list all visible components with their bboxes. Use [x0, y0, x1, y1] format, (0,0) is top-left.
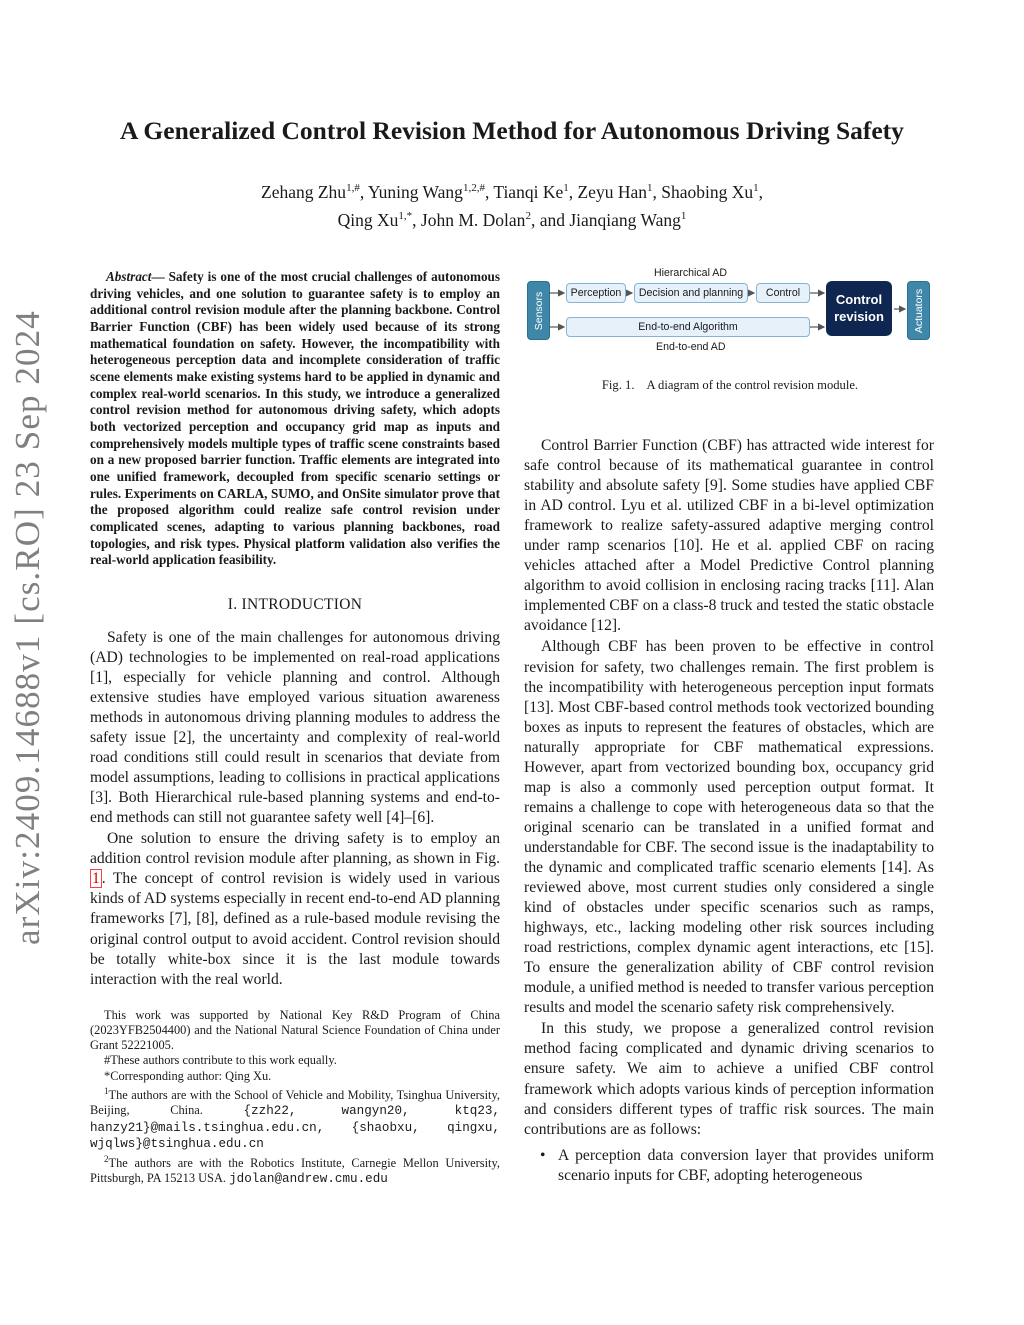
intro-paragraph-2: [90, 829, 500, 989]
footnote-funding: This work was supported by National Key R&D Program of China (2023YFB2504400) and the National Natural Science Foundation of China under Grant 52221005.: [90, 1007, 500, 1053]
footnote-affiliation-2: [90, 1152, 500, 1188]
author-affiliation: 1,*: [398, 209, 413, 222]
abstract-lead: Abstract: [106, 269, 152, 284]
arxiv-identifier: arXiv:2409.14688v1 [cs.RO] 23 Sep 2024: [8, 310, 47, 945]
author-affiliation: 1: [680, 209, 687, 222]
author-affiliation: 1: [563, 182, 569, 194]
figure-caption-text: A diagram of the control revision module.: [646, 378, 859, 392]
footnote-marker: 2: [104, 1154, 109, 1165]
author-name: Qing Xu: [337, 209, 399, 230]
control-revision-label-line2: revision: [834, 308, 884, 324]
author-name: John M. Dolan: [420, 209, 526, 230]
control-revision-label-line1: Control: [835, 292, 883, 307]
author-affiliation: 1,#: [346, 182, 360, 194]
diagram-arrows: [524, 263, 936, 358]
author-affiliation: 2: [525, 209, 531, 222]
author-affiliation: 1,2,#: [462, 182, 485, 194]
end-to-end-ad-label: End-to-end AD: [656, 341, 726, 353]
author-affiliation: 1: [753, 182, 759, 194]
footnote-text: The authors are with the School of Vehicle and Mobility, Tsinghua University, Beijing, China.: [90, 1088, 500, 1118]
footnotes: [90, 1008, 500, 1188]
section-heading: I. INTRODUCTION: [227, 595, 363, 613]
right-column: [524, 436, 934, 1186]
hierarchical-ad-label: Hierarchical AD: [654, 267, 728, 279]
email-address: jdolan@andrew.cmu.edu: [229, 1172, 388, 1187]
figure-reference-link[interactable]: 1: [92, 870, 100, 888]
figure-caption: [524, 378, 936, 393]
footnote-equal-contribution: #These authors contribute to this work equally.: [104, 1053, 337, 1068]
right-paragraph-1: Control Barrier Function (CBF) has attracted wide interest for safe control because of its mathematical guarantee in control stability and absolute safety [9]. Some studies have applied CBF in AD control. Lyu et al. utilized CBF in a bi-level optimization framework to realize safety-assured adaptive merging control under ramp scenarios [10]. He et al. applied CBF on racing vehicles attached after a Model Predictive Control planning algorithm to avoid collision in enclosing racing tracks [11]. Alan implemented CBF on a class-8 truck and tested the static obstacle avoidance [12].: [524, 437, 934, 635]
contribution-text: A perception data conversion layer that provides uniform scenario inputs for CBF, adopting heterogeneous: [558, 1146, 934, 1184]
author-name: and Jianqiang Wang: [539, 209, 681, 230]
footnote-affiliation-1: [90, 1084, 500, 1152]
intro-text: One solution to ensure the driving safety is to employ an addition control revision module after planning, as shown in Fig.: [90, 830, 500, 868]
author-name: Zehang Zhu: [261, 181, 347, 202]
author-list: Zehang Zhu$^{1,\#}$, Yuning Wang$^{1,2,\#}$, Tianqi Ke$^1$, Zeyu Han$^1$, Shaobing Xu$^1$, Qing $Xu^{1,*}$, John M. Dolan$^2$, and Jianqiang Wang$^1$: [261, 181, 763, 230]
decision-planning-block: Decision and planning: [634, 283, 748, 303]
figure-number: Fig. 1.: [601, 378, 635, 392]
perception-block: Perception: [566, 283, 626, 303]
left-column: [90, 269, 500, 1188]
author-name: Zeyu Han: [577, 181, 647, 202]
right-paragraph-2: Although CBF has been proven to be effective in control revision for safety, two challenges remain. The first problem is the incompatibility with heterogeneous perception input formats [13]. Most CBF-based control methods took vectorized bounding boxes as inputs to represent the features of obstacles, which are naturally appropriate for CBF mathematical expressions. However, apart from vectorized bounding box, occupancy grid map is also a commonly used perception output format. It remains a challenge to cope with heterogeneous data so that the original scenario can be translated in a unified format and understandable for CBF. The second issue is the inadaptability to the dynamic and complicated traffic scenario elements [14]. As reviewed above, most current studies only considered a single kind of obstacles under specific scenarios such as ramps, highways, etc., lacking modeling other risk sources including road restrictions, complex dynamic agent interactions, etc [15]. To ensure the generalization ability of CBF control revision module, a unified method is needed to transfer various perception results and model the scenario safety risk comprehensively.: [524, 638, 934, 1017]
sensors-label: Sensors: [532, 291, 545, 330]
abstract-text: Safety is one of the most crucial challenges of autonomous driving vehicles, and one solution to guarantee safety is to employ an additional control revision module after the planning backbone. Control Barrier Function (CBF) has been widely used because of its strong mathematical foundation on safety. However, the incompatibility with heterogeneous perception data and incomplete consideration of traffic scene elements make existing systems hard to be applied in dynamic and complex real-world scenarios. In this study, we introduce a generalized control revision method for autonomous driving safety, which adopts both vectorized perception and occupancy grid map as inputs and comprehensively models multiple types of traffic scene constraints based on a new proposed barrier function. Traffic elements are integrated into one unified framework, decoupled from specific scenario settings or rules. Experiments on CARLA, SUMO, and OnSite simulator prove that the proposed algorithm could realize safe control revision under complicated scenes, adapting to various planning backbones, road topologies, and risk types. Physical platform validation also verifies the real-world application feasibility.: [90, 269, 501, 568]
right-paragraph-3: In this study, we propose a generalized control revision method facing complicated and dynamic driving scenarios to ensure safety. We aim to achieve a unified CBF control framework which adopts various kinds of perception information and considers different types of traffic risk sources. The main contributions are as follows:: [524, 1020, 934, 1138]
author-affiliation: 1: [646, 182, 653, 194]
paper-title: A Generalized Control Revision Method for Autonomous Driving Safety: [120, 116, 904, 145]
control-revision-diagram: [524, 263, 936, 358]
email-list: {zzh22, wangyn20, ktq23, hanzy21}@mails.tsinghua.edu.cn, {shaobxu, qingxu, wjqlws}@tsinghua.edu.cn: [90, 1104, 500, 1151]
abstract: Abstract— Safety is one of the most crucial challenges of autonomous driving vehicles, and one solution to guarantee safety is to employ an additional control revision module after the planning backbone. Control Barrier Function (CBF) has been widely used because of its strong mathematical foundation on safety. However, the incompatibility with heterogeneous perception data and incomplete consideration of traffic scene elements make existing systems hard to be applied in dynamic and complex real-world scenarios. In this study, we introduce a generalized control revision method for autonomous driving safety, which adopts both vectorized perception and occupancy grid map as inputs and comprehensively models multiple types of traffic scene constraints based on a new proposed barrier function. Traffic elements are integrated into one unified framework, decoupled from specific scenario settings or rules. Experiments on CARLA, SUMO, and OnSite simulator prove that the proposed algorithm could realize safe control revision under complicated scenes, adapting to various planning backbones, road topologies, and risk types. Physical platform validation also verifies the real-world application feasibility.: [90, 269, 501, 568]
intro-paragraph-1: Safety is one of the main challenges for autonomous driving (AD) technologies to be implemented on real-road applications [1], especially for vehicle planning and control. Although extensive studies have employed various situation awareness methods in autonomous driving planning modules to address the safety issue [2], the uncertainty and complexity of real-world road conditions still could result in scenarios that deviate from model assumptions, leading to collisions in practical applications [3]. Both Hierarchical rule-based planning systems and end-to-end methods can still not guarantee safety well [4]–[6].: [90, 628, 500, 827]
actuators-label: Actuators: [912, 288, 925, 333]
author-name: Shaobing Xu: [661, 181, 754, 202]
author-name: Yuning Wang: [367, 181, 463, 202]
control-block: Control: [756, 283, 810, 303]
contribution-list-item: [524, 1146, 934, 1186]
footnote-corresponding: *Corresponding author: Qing Xu.: [104, 1068, 272, 1083]
footnote-text: The authors are with the Robotics Institute, Carnegie Mellon University, Pittsburgh, PA 15213 USA.: [90, 1156, 500, 1186]
end-to-end-algorithm-block: End-to-end Algorithm: [566, 317, 810, 337]
bullet-dot: •: [540, 1146, 546, 1164]
author-name: Tianqi Ke: [493, 181, 564, 202]
footnote-marker: 1: [104, 1085, 109, 1096]
intro-text: . The concept of control revision is widely used in various kinds of AD systems especially in recent end-to-end AD planning frameworks [7], [8], defined as a rule-based module revising the original control output to avoid accident. Control revision should be totally white-box since it is the last module towards interaction with the real world.: [90, 870, 500, 988]
